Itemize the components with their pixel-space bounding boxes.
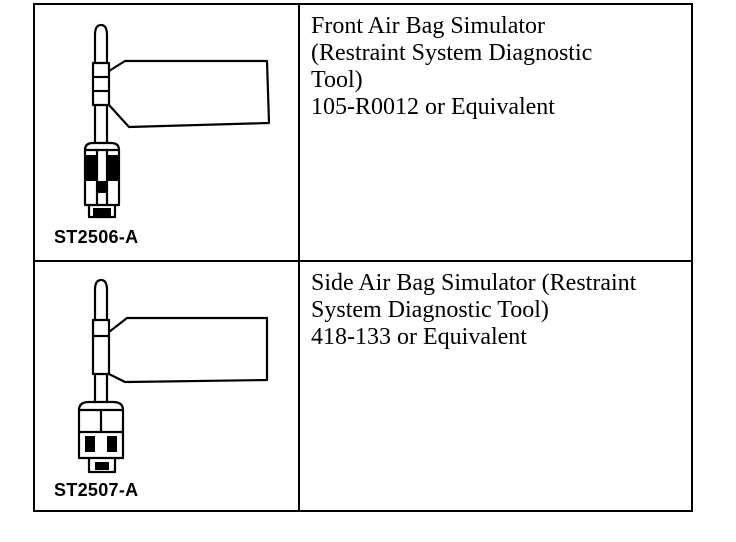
figure-label: ST2506-A — [54, 227, 139, 247]
description-line: Tool) — [311, 67, 363, 93]
description-line: Side Air Bag Simulator (Restraint — [311, 270, 637, 296]
side-air-bag-simulator-illustration — [35, 262, 298, 510]
description-line: 105-R0012 or Equivalent — [311, 94, 555, 120]
description-line: System Diagnostic Tool) — [311, 297, 549, 323]
front-air-bag-simulator-illustration — [35, 5, 298, 260]
tool-table — [33, 3, 693, 512]
description-line: 418-133 or Equivalent — [311, 324, 527, 350]
description-line: Front Air Bag Simulator — [311, 13, 545, 39]
figure-label: ST2507-A — [54, 480, 139, 500]
front-simulator-drawing — [35, 5, 298, 260]
tool-description — [311, 270, 691, 351]
tool-description — [311, 13, 691, 121]
tool-row-side-air-bag — [35, 262, 691, 510]
tool-row-front-air-bag — [35, 5, 691, 262]
side-simulator-drawing — [35, 262, 298, 510]
description-line: (Restraint System Diagnostic — [311, 40, 593, 66]
